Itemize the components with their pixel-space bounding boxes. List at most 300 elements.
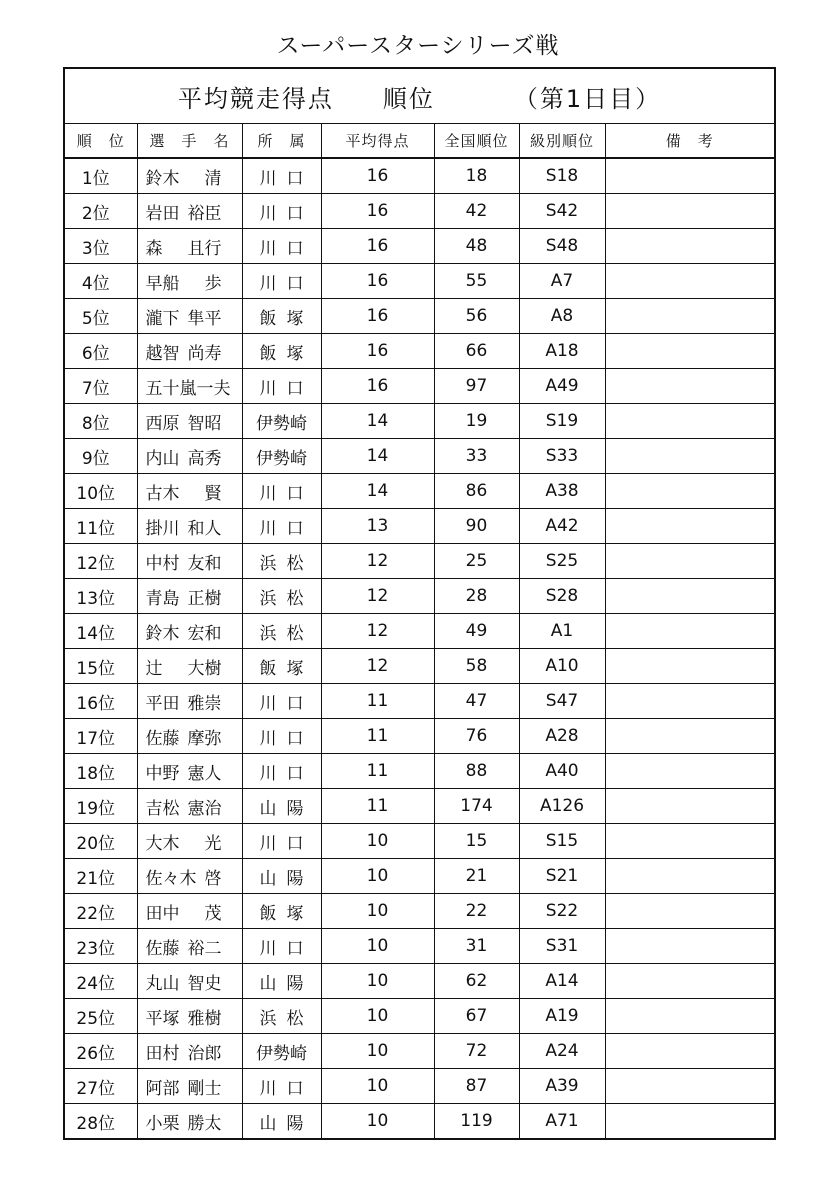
- rank-cell: 6位: [64, 334, 137, 369]
- name-cell: [137, 299, 242, 334]
- column-header-affiliation: 所 属: [242, 124, 321, 159]
- note-cell: [605, 334, 775, 369]
- name-cell: [137, 158, 242, 194]
- family-name: 鈴木: [145, 623, 180, 644]
- given-name: 智史: [187, 973, 222, 994]
- national-rank-cell: 86: [434, 474, 519, 509]
- affiliation: [260, 514, 304, 539]
- affiliation: [260, 234, 304, 259]
- class-rank-cell: A40: [519, 754, 605, 789]
- family-name: 早船: [145, 273, 180, 294]
- affiliation: [260, 829, 304, 854]
- national-rank-cell: 49: [434, 614, 519, 649]
- note-cell: [605, 824, 775, 859]
- note-cell: [605, 754, 775, 789]
- given-name: 憲治: [187, 798, 222, 819]
- note-cell: [605, 1104, 775, 1140]
- affiliation-part: 浜: [259, 623, 277, 644]
- rank-cell: 26位: [64, 1034, 137, 1069]
- affiliation: [260, 969, 304, 994]
- family-name: 丸山: [145, 973, 180, 994]
- table-heading-row: [64, 68, 775, 124]
- rank-cell: 21位: [64, 859, 137, 894]
- heading-sub: 順位: [382, 84, 435, 113]
- average-score-cell: 16: [321, 158, 434, 194]
- table-row: [64, 719, 775, 754]
- affiliation-part: 川: [259, 728, 277, 749]
- affiliation: [260, 619, 304, 644]
- class-rank-cell: S25: [519, 544, 605, 579]
- given-name: 勝太: [187, 1113, 222, 1134]
- rank-cell: 19位: [64, 789, 137, 824]
- affiliation-cell: [242, 964, 321, 999]
- affiliation: [256, 409, 307, 434]
- rank-cell: 5位: [64, 299, 137, 334]
- affiliation: [260, 549, 304, 574]
- table-row: [64, 229, 775, 264]
- national-rank-cell: 62: [434, 964, 519, 999]
- family-name: 青島: [145, 588, 180, 609]
- affiliation: [260, 374, 304, 399]
- rank-cell: 7位: [64, 369, 137, 404]
- given-name: 憲人: [187, 763, 222, 784]
- note-cell: [605, 229, 775, 264]
- column-header-rank: 順 位: [64, 124, 137, 159]
- table-row: [64, 1034, 775, 1069]
- affiliation-part: 浜: [259, 1008, 277, 1029]
- affiliation-cell: [242, 1104, 321, 1140]
- family-name: 中村: [145, 553, 180, 574]
- name-cell: [137, 824, 242, 859]
- family-name: 吉松: [145, 798, 180, 819]
- table-row: [64, 194, 775, 229]
- affiliation-part: 伊勢崎: [256, 1043, 307, 1064]
- name-cell: [137, 999, 242, 1034]
- national-rank-cell: 25: [434, 544, 519, 579]
- affiliation-part: 口: [286, 728, 304, 749]
- note-cell: [605, 158, 775, 194]
- national-rank-cell: 58: [434, 649, 519, 684]
- note-cell: [605, 929, 775, 964]
- national-rank-cell: 18: [434, 158, 519, 194]
- rank-cell: 16位: [64, 684, 137, 719]
- affiliation-part: 松: [286, 588, 304, 609]
- family-name: 岩田: [145, 203, 180, 224]
- affiliation-part: 川: [259, 763, 277, 784]
- average-score-cell: 10: [321, 1069, 434, 1104]
- rank-cell: 24位: [64, 964, 137, 999]
- given-name: 雅樹: [187, 1008, 222, 1029]
- family-name: 佐々木: [145, 868, 197, 889]
- given-name: 啓: [204, 868, 222, 889]
- family-name: 内山: [145, 448, 180, 469]
- note-cell: [605, 544, 775, 579]
- affiliation-part: 口: [286, 378, 304, 399]
- given-name: 裕臣: [187, 203, 222, 224]
- national-rank-cell: 42: [434, 194, 519, 229]
- name-cell: [137, 754, 242, 789]
- national-rank-cell: 66: [434, 334, 519, 369]
- name-cell: [137, 194, 242, 229]
- affiliation-cell: [242, 789, 321, 824]
- affiliation-part: 川: [259, 168, 277, 189]
- table-row: [64, 369, 775, 404]
- note-cell: [605, 1069, 775, 1104]
- affiliation-cell: [242, 264, 321, 299]
- affiliation-cell: [242, 859, 321, 894]
- affiliation-part: 陽: [286, 973, 304, 994]
- table-row: [64, 1069, 775, 1104]
- given-name: 光: [204, 833, 222, 854]
- average-score-cell: 14: [321, 404, 434, 439]
- affiliation-part: 川: [259, 1078, 277, 1099]
- name-cell: [137, 264, 242, 299]
- affiliation: [260, 339, 304, 364]
- rank-cell: 1位: [64, 158, 137, 194]
- name-cell: [137, 404, 242, 439]
- rank-cell: 11位: [64, 509, 137, 544]
- rank-cell: 3位: [64, 229, 137, 264]
- affiliation-part: 川: [259, 483, 277, 504]
- name-cell: [137, 1069, 242, 1104]
- average-score-cell: 10: [321, 929, 434, 964]
- affiliation-part: 飯: [259, 308, 277, 329]
- affiliation-part: 浜: [259, 588, 277, 609]
- affiliation-cell: [242, 229, 321, 264]
- affiliation-part: 陽: [286, 1113, 304, 1134]
- affiliation-part: 口: [286, 168, 304, 189]
- rank-cell: 4位: [64, 264, 137, 299]
- rank-cell: 8位: [64, 404, 137, 439]
- given-name: 大樹: [187, 658, 222, 679]
- rank-cell: 9位: [64, 439, 137, 474]
- average-score-cell: 16: [321, 264, 434, 299]
- affiliation: [260, 1004, 304, 1029]
- class-rank-cell: S28: [519, 579, 605, 614]
- player-name: [146, 234, 222, 259]
- affiliation-part: 口: [286, 938, 304, 959]
- average-score-cell: 16: [321, 334, 434, 369]
- name-cell: [137, 859, 242, 894]
- affiliation-part: 塚: [286, 903, 304, 924]
- note-cell: [605, 264, 775, 299]
- affiliation-part: 川: [259, 273, 277, 294]
- class-rank-cell: A42: [519, 509, 605, 544]
- national-rank-cell: 33: [434, 439, 519, 474]
- average-score-cell: 10: [321, 824, 434, 859]
- affiliation-cell: [242, 999, 321, 1034]
- player-name: [146, 549, 222, 574]
- note-cell: [605, 369, 775, 404]
- national-rank-cell: 55: [434, 264, 519, 299]
- average-score-cell: 13: [321, 509, 434, 544]
- family-name: 大木: [145, 833, 180, 854]
- name-cell: [137, 789, 242, 824]
- average-score-cell: 16: [321, 229, 434, 264]
- document-title: スーパースターシリーズ戦: [276, 33, 560, 59]
- player-name: [146, 164, 222, 189]
- average-score-cell: 11: [321, 754, 434, 789]
- note-cell: [605, 474, 775, 509]
- player-name: [146, 199, 222, 224]
- given-name: 宏和: [187, 623, 222, 644]
- national-rank-cell: 97: [434, 369, 519, 404]
- player-name: [146, 689, 222, 714]
- national-rank-cell: 47: [434, 684, 519, 719]
- national-rank-cell: 67: [434, 999, 519, 1034]
- affiliation-cell: [242, 824, 321, 859]
- family-name: 平田: [145, 693, 180, 714]
- given-name: 智昭: [187, 413, 222, 434]
- affiliation: [260, 304, 304, 329]
- table-row: [64, 929, 775, 964]
- table-row: [64, 684, 775, 719]
- name-cell: [137, 544, 242, 579]
- table-row: [64, 334, 775, 369]
- affiliation: [260, 864, 304, 889]
- player-name: [146, 969, 222, 994]
- name-cell: [137, 229, 242, 264]
- family-name: 掛川: [145, 518, 180, 539]
- affiliation-cell: [242, 509, 321, 544]
- affiliation-cell: [242, 719, 321, 754]
- affiliation: [256, 444, 307, 469]
- player-name: [146, 584, 222, 609]
- affiliation-part: 浜: [259, 553, 277, 574]
- player-name: [146, 514, 222, 539]
- affiliation-part: 川: [259, 938, 277, 959]
- national-rank-cell: 88: [434, 754, 519, 789]
- given-name: 茂: [204, 903, 222, 924]
- affiliation-part: 陽: [286, 868, 304, 889]
- note-cell: [605, 859, 775, 894]
- average-score-cell: 12: [321, 649, 434, 684]
- affiliation-cell: [242, 334, 321, 369]
- note-cell: [605, 789, 775, 824]
- family-name: 森: [145, 238, 163, 259]
- given-name: 友和: [187, 553, 222, 574]
- average-score-cell: 11: [321, 719, 434, 754]
- note-cell: [605, 999, 775, 1034]
- rank-cell: 28位: [64, 1104, 137, 1140]
- player-name: [146, 269, 222, 294]
- rank-cell: 2位: [64, 194, 137, 229]
- table-row: [64, 579, 775, 614]
- affiliation-cell: [242, 614, 321, 649]
- given-name: 正樹: [187, 588, 222, 609]
- average-score-cell: 10: [321, 859, 434, 894]
- table-row: [64, 474, 775, 509]
- given-name: 裕二: [187, 938, 222, 959]
- given-name: 剛士: [187, 1078, 222, 1099]
- note-cell: [605, 509, 775, 544]
- average-score-cell: 10: [321, 999, 434, 1034]
- note-cell: [605, 194, 775, 229]
- average-score-cell: 12: [321, 544, 434, 579]
- name-cell: [137, 334, 242, 369]
- class-rank-cell: A18: [519, 334, 605, 369]
- affiliation-cell: [242, 369, 321, 404]
- affiliation-cell: [242, 158, 321, 194]
- affiliation-cell: [242, 894, 321, 929]
- affiliation-part: 口: [286, 238, 304, 259]
- player-name: [146, 654, 222, 679]
- given-name: 高秀: [187, 448, 222, 469]
- class-rank-cell: S47: [519, 684, 605, 719]
- name-cell: [137, 964, 242, 999]
- affiliation: [260, 479, 304, 504]
- note-cell: [605, 439, 775, 474]
- affiliation-part: 山: [259, 1113, 277, 1134]
- affiliation-part: 松: [286, 553, 304, 574]
- note-cell: [605, 579, 775, 614]
- affiliation-cell: [242, 579, 321, 614]
- table-row: [64, 544, 775, 579]
- affiliation: [260, 759, 304, 784]
- rank-cell: 15位: [64, 649, 137, 684]
- column-header-national-rank: 全国順位: [434, 124, 519, 159]
- player-name: [146, 934, 222, 959]
- ranking-table: [63, 67, 776, 1140]
- class-rank-cell: A19: [519, 999, 605, 1034]
- national-rank-cell: 174: [434, 789, 519, 824]
- affiliation-cell: [242, 474, 321, 509]
- player-name: [146, 304, 222, 329]
- name-cell: [137, 684, 242, 719]
- national-rank-cell: 119: [434, 1104, 519, 1140]
- family-name: 古木: [145, 483, 180, 504]
- class-rank-cell: S42: [519, 194, 605, 229]
- affiliation: [260, 689, 304, 714]
- player-name: [146, 339, 222, 364]
- family-name: 田中: [145, 903, 180, 924]
- national-rank-cell: 19: [434, 404, 519, 439]
- given-name: 一夫: [196, 378, 231, 399]
- national-rank-cell: 31: [434, 929, 519, 964]
- class-rank-cell: S21: [519, 859, 605, 894]
- class-rank-cell: S22: [519, 894, 605, 929]
- note-cell: [605, 719, 775, 754]
- affiliation-cell: [242, 299, 321, 334]
- affiliation-part: 川: [259, 833, 277, 854]
- affiliation: [260, 164, 304, 189]
- note-cell: [605, 649, 775, 684]
- affiliation-part: 飯: [259, 903, 277, 924]
- average-score-cell: 16: [321, 369, 434, 404]
- given-name: 治郎: [187, 1043, 222, 1064]
- name-cell: [137, 509, 242, 544]
- name-cell: [137, 1104, 242, 1140]
- class-rank-cell: A14: [519, 964, 605, 999]
- family-name: 佐藤: [145, 728, 180, 749]
- class-rank-cell: A8: [519, 299, 605, 334]
- note-cell: [605, 404, 775, 439]
- affiliation: [256, 1039, 307, 1064]
- affiliation: [260, 584, 304, 609]
- given-name: 賢: [204, 483, 222, 504]
- player-name: [146, 899, 222, 924]
- family-name: 佐藤: [145, 938, 180, 959]
- class-rank-cell: A38: [519, 474, 605, 509]
- class-rank-cell: S48: [519, 229, 605, 264]
- affiliation-part: 塚: [286, 343, 304, 364]
- player-name: [146, 409, 222, 434]
- affiliation-part: 川: [259, 693, 277, 714]
- national-rank-cell: 56: [434, 299, 519, 334]
- rank-cell: 12位: [64, 544, 137, 579]
- column-header-class-rank: 級別順位: [519, 124, 605, 159]
- affiliation-cell: [242, 754, 321, 789]
- heading-round: （第1日目）: [513, 84, 662, 113]
- affiliation-part: 口: [286, 763, 304, 784]
- player-name: [146, 794, 222, 819]
- note-cell: [605, 894, 775, 929]
- family-name: 田村: [145, 1043, 180, 1064]
- affiliation-part: 塚: [286, 308, 304, 329]
- player-name: [146, 1109, 222, 1134]
- player-name: [146, 1074, 222, 1099]
- rank-cell: 13位: [64, 579, 137, 614]
- average-score-cell: 12: [321, 579, 434, 614]
- affiliation-part: 松: [286, 623, 304, 644]
- affiliation: [260, 1109, 304, 1134]
- table-heading: [64, 68, 775, 124]
- affiliation-cell: [242, 544, 321, 579]
- class-rank-cell: A126: [519, 789, 605, 824]
- average-score-cell: 16: [321, 299, 434, 334]
- rank-cell: 17位: [64, 719, 137, 754]
- family-name: 平塚: [145, 1008, 180, 1029]
- table-row: [64, 999, 775, 1034]
- column-header-name: 選 手 名: [137, 124, 242, 159]
- class-rank-cell: A71: [519, 1104, 605, 1140]
- affiliation-part: 川: [259, 238, 277, 259]
- table-row: [64, 964, 775, 999]
- affiliation-part: 山: [259, 973, 277, 994]
- table-row: [64, 824, 775, 859]
- class-rank-cell: A49: [519, 369, 605, 404]
- table-row: [64, 299, 775, 334]
- affiliation-part: 口: [286, 693, 304, 714]
- affiliation-part: 口: [286, 833, 304, 854]
- table-row: [64, 1104, 775, 1140]
- average-score-cell: 16: [321, 194, 434, 229]
- player-name: [146, 1004, 222, 1029]
- table-row: [64, 649, 775, 684]
- rank-cell: 25位: [64, 999, 137, 1034]
- family-name: 鈴木: [145, 168, 180, 189]
- note-cell: [605, 299, 775, 334]
- family-name: 越智: [145, 343, 180, 364]
- given-name: 清: [204, 168, 222, 189]
- affiliation-cell: [242, 1069, 321, 1104]
- affiliation-part: 伊勢崎: [256, 448, 307, 469]
- rank-cell: 23位: [64, 929, 137, 964]
- note-cell: [605, 614, 775, 649]
- given-name: 雅崇: [187, 693, 222, 714]
- affiliation-part: 口: [286, 273, 304, 294]
- given-name: 且行: [187, 238, 222, 259]
- national-rank-cell: 48: [434, 229, 519, 264]
- affiliation-part: 口: [286, 483, 304, 504]
- name-cell: [137, 614, 242, 649]
- player-name: [146, 724, 222, 749]
- class-rank-cell: S33: [519, 439, 605, 474]
- table-row: [64, 404, 775, 439]
- affiliation: [260, 1074, 304, 1099]
- affiliation-part: 塚: [286, 658, 304, 679]
- national-rank-cell: 90: [434, 509, 519, 544]
